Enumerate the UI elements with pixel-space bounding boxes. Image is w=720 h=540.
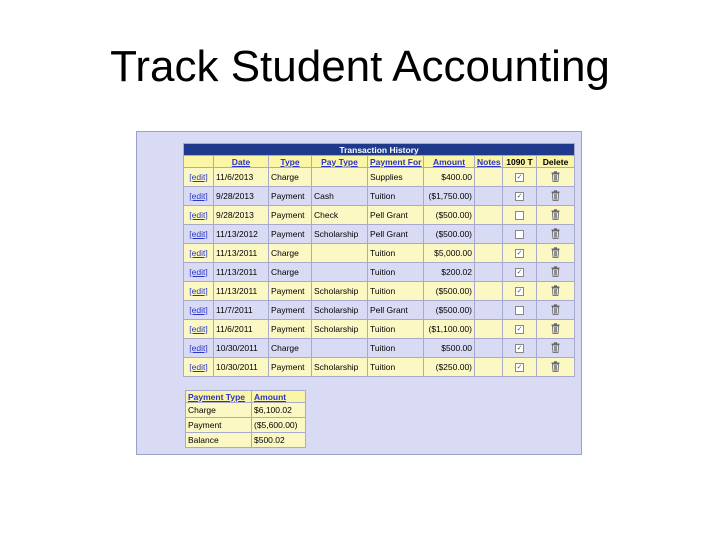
cell-pay-type — [312, 263, 368, 282]
cell-1090t — [503, 282, 537, 301]
cell-date: 9/28/2013 — [214, 187, 269, 206]
1090t-checkbox[interactable]: ✓ — [516, 174, 523, 182]
cell-notes — [475, 225, 503, 244]
edit-link[interactable]: [edit] — [184, 206, 214, 225]
edit-link[interactable]: [edit] — [184, 168, 214, 187]
summary-amount: $500.02 — [252, 433, 306, 448]
cell-payment-for: Tuition — [368, 244, 424, 263]
edit-link[interactable]: [edit] — [184, 320, 214, 339]
trash-icon[interactable] — [551, 361, 560, 374]
cell-amount: ($500.00) — [424, 206, 475, 225]
summary-amount: ($5,600.00) — [252, 418, 306, 433]
cell-payment-for: Supplies — [368, 168, 424, 187]
edit-link[interactable]: [edit] — [184, 263, 214, 282]
cell-1090t — [503, 263, 537, 282]
cell-1090t — [503, 358, 537, 377]
column-header-type[interactable]: Type — [269, 156, 312, 168]
cell-payment-for: Tuition — [368, 282, 424, 301]
1090t-checkbox[interactable] — [515, 306, 524, 315]
cell-date: 11/13/2011 — [214, 282, 269, 301]
cell-1090t — [503, 206, 537, 225]
summary-label: Charge — [186, 403, 252, 418]
summary-header-amount[interactable]: Amount — [252, 391, 306, 403]
edit-link[interactable]: [edit] — [184, 301, 214, 320]
trash-icon[interactable] — [551, 228, 560, 241]
trash-icon[interactable] — [551, 323, 560, 336]
cell-payment-for: Pell Grant — [368, 206, 424, 225]
cell-type: Payment — [269, 187, 312, 206]
cell-type: Payment — [269, 282, 312, 301]
cell-date: 11/6/2013 — [214, 168, 269, 187]
edit-link[interactable]: [edit] — [184, 244, 214, 263]
cell-pay-type: Scholarship — [312, 358, 368, 377]
cell-notes — [475, 339, 503, 358]
summary-label: Payment — [186, 418, 252, 433]
cell-pay-type: Scholarship — [312, 282, 368, 301]
column-header-delete: Delete — [537, 156, 575, 168]
cell-date: 11/13/2011 — [214, 244, 269, 263]
cell-type: Payment — [269, 320, 312, 339]
summary-row — [186, 418, 306, 433]
summary-amount: $6,100.02 — [252, 403, 306, 418]
cell-pay-type: Cash — [312, 187, 368, 206]
cell-notes — [475, 301, 503, 320]
cell-amount: ($500.00) — [424, 282, 475, 301]
table-row — [184, 206, 575, 225]
cell-pay-type — [312, 168, 368, 187]
cell-payment-for: Pell Grant — [368, 225, 424, 244]
1090t-checkbox[interactable]: ✓ — [516, 288, 523, 296]
trash-icon[interactable] — [551, 171, 560, 184]
cell-delete — [537, 358, 575, 377]
1090t-checkbox[interactable]: ✓ — [516, 364, 523, 372]
cell-notes — [475, 320, 503, 339]
cell-amount: ($1,100.00) — [424, 320, 475, 339]
cell-date: 11/13/2012 — [214, 225, 269, 244]
cell-delete — [537, 320, 575, 339]
1090t-checkbox[interactable]: ✓ — [516, 269, 523, 277]
cell-amount: ($500.00) — [424, 301, 475, 320]
1090t-checkbox[interactable]: ✓ — [516, 250, 523, 258]
payment-summary-table — [185, 390, 306, 448]
trash-icon[interactable] — [551, 342, 560, 355]
cell-payment-for: Tuition — [368, 187, 424, 206]
cell-payment-for: Pell Grant — [368, 301, 424, 320]
column-header-payment-for[interactable]: Payment For — [368, 156, 424, 168]
cell-type: Payment — [269, 358, 312, 377]
1090t-checkbox[interactable]: ✓ — [516, 193, 523, 201]
cell-notes — [475, 168, 503, 187]
cell-type: Charge — [269, 339, 312, 358]
cell-delete — [537, 187, 575, 206]
cell-amount: ($1,750.00) — [424, 187, 475, 206]
cell-amount: $400.00 — [424, 168, 475, 187]
summary-header-payment-type[interactable]: Payment Type — [186, 391, 252, 403]
cell-notes — [475, 206, 503, 225]
cell-pay-type: Scholarship — [312, 301, 368, 320]
cell-payment-for: Tuition — [368, 263, 424, 282]
cell-payment-for: Tuition — [368, 358, 424, 377]
cell-delete — [537, 263, 575, 282]
table-row — [184, 301, 575, 320]
cell-pay-type — [312, 339, 368, 358]
trash-icon[interactable] — [551, 304, 560, 317]
cell-notes — [475, 358, 503, 377]
cell-amount: ($250.00) — [424, 358, 475, 377]
cell-1090t — [503, 320, 537, 339]
cell-date: 10/30/2011 — [214, 358, 269, 377]
cell-notes — [475, 282, 503, 301]
table-row — [184, 339, 575, 358]
column-header-amount[interactable]: Amount — [424, 156, 475, 168]
summary-row — [186, 403, 306, 418]
cell-pay-type: Scholarship — [312, 225, 368, 244]
column-header-pay-type[interactable]: Pay Type — [312, 156, 368, 168]
trash-icon[interactable] — [551, 266, 560, 279]
1090t-checkbox[interactable]: ✓ — [516, 326, 523, 334]
cell-delete — [537, 168, 575, 187]
slide-title: Track Student Accounting — [110, 42, 610, 91]
1090t-checkbox[interactable]: ✓ — [516, 345, 523, 353]
cell-date: 10/30/2011 — [214, 339, 269, 358]
cell-amount: $200.02 — [424, 263, 475, 282]
summary-row — [186, 433, 306, 448]
cell-1090t — [503, 168, 537, 187]
cell-type: Charge — [269, 244, 312, 263]
table-row — [184, 225, 575, 244]
trash-icon[interactable] — [551, 247, 560, 260]
cell-amount: $500.00 — [424, 339, 475, 358]
trash-icon[interactable] — [551, 209, 560, 222]
cell-1090t — [503, 244, 537, 263]
cell-date: 11/6/2011 — [214, 320, 269, 339]
cell-delete — [537, 339, 575, 358]
cell-delete — [537, 225, 575, 244]
edit-link[interactable]: [edit] — [184, 225, 214, 244]
column-header-edit — [184, 156, 214, 168]
accounting-panel — [136, 131, 582, 455]
cell-type: Payment — [269, 206, 312, 225]
edit-link[interactable]: [edit] — [184, 358, 214, 377]
cell-pay-type — [312, 244, 368, 263]
cell-pay-type: Scholarship — [312, 320, 368, 339]
cell-notes — [475, 244, 503, 263]
cell-amount: $5,000.00 — [424, 244, 475, 263]
table-title: Transaction History — [184, 144, 575, 156]
1090t-checkbox[interactable] — [515, 211, 524, 220]
cell-notes — [475, 263, 503, 282]
cell-date: 11/7/2011 — [214, 301, 269, 320]
edit-link[interactable]: [edit] — [184, 282, 214, 301]
cell-1090t — [503, 301, 537, 320]
cell-delete — [537, 301, 575, 320]
table-row — [184, 358, 575, 377]
table-row — [184, 282, 575, 301]
transaction-history-table — [183, 143, 575, 377]
column-header-notes[interactable]: Notes — [475, 156, 503, 168]
edit-link[interactable]: [edit] — [184, 187, 214, 206]
cell-delete — [537, 244, 575, 263]
cell-type: Charge — [269, 263, 312, 282]
cell-delete — [537, 206, 575, 225]
trash-icon[interactable] — [551, 285, 560, 298]
cell-1090t — [503, 339, 537, 358]
cell-1090t — [503, 225, 537, 244]
1090t-checkbox[interactable] — [515, 230, 524, 239]
table-row — [184, 244, 575, 263]
cell-type: Charge — [269, 168, 312, 187]
cell-type: Payment — [269, 225, 312, 244]
cell-date: 11/13/2011 — [214, 263, 269, 282]
column-header-date[interactable]: Date — [214, 156, 269, 168]
cell-pay-type: Check — [312, 206, 368, 225]
cell-1090t — [503, 187, 537, 206]
cell-amount: ($500.00) — [424, 225, 475, 244]
column-header-1090t: 1090 T — [503, 156, 537, 168]
edit-link[interactable]: [edit] — [184, 339, 214, 358]
table-row — [184, 187, 575, 206]
cell-payment-for: Tuition — [368, 320, 424, 339]
table-row — [184, 263, 575, 282]
table-row — [184, 320, 575, 339]
cell-delete — [537, 282, 575, 301]
cell-payment-for: Tuition — [368, 339, 424, 358]
summary-label: Balance — [186, 433, 252, 448]
cell-date: 9/28/2013 — [214, 206, 269, 225]
cell-notes — [475, 187, 503, 206]
trash-icon[interactable] — [551, 190, 560, 203]
table-row — [184, 168, 575, 187]
cell-type: Payment — [269, 301, 312, 320]
